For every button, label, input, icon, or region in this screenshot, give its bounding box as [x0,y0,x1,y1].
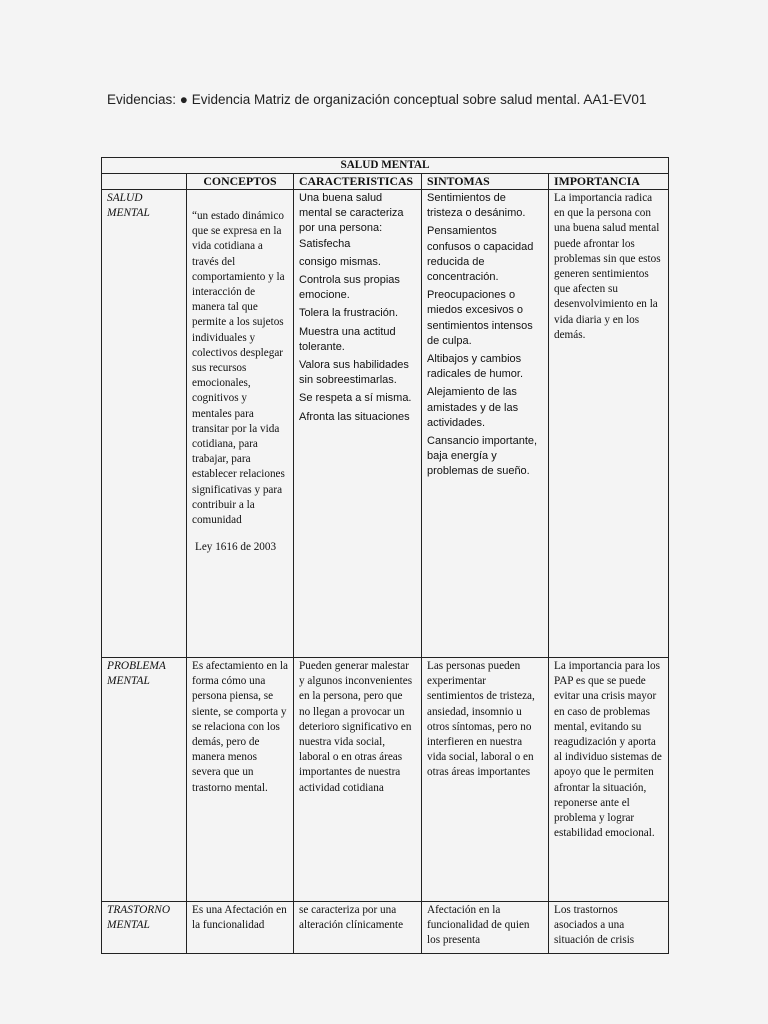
caracteristicas-text: Pueden generar malestar y algunos inconvenientes en la persona, pero que no llegan a provocar un deterioro significativo en nuestra vida social, laboral o en otras áreas importantes de nuestra actividad cotidiana [299,660,413,794]
concepto-reference: Ley 1616 de 2003 [195,541,277,554]
evidence-heading: Evidencias: ● Evidencia Matriz de organización conceptual sobre salud mental. AA1-EV01 [107,92,647,107]
list-item: Valora sus habilidades sin sobreestimarlas. [299,359,409,387]
list-item: Altibajos y cambios radicales de humor. [427,353,523,381]
header-empty-cell [102,174,187,190]
column-header-conceptos: CONCEPTOS [187,174,294,190]
importancia-text: Los trastornos asociados a una situación de crisis [554,904,635,947]
row-label: SALUD MENTAL [102,190,187,658]
cell-importancia [549,190,669,658]
cell-importancia [549,658,669,902]
row-label: TRASTORNO MENTAL [102,902,187,954]
cell-concepto [187,902,294,954]
cell-sintomas [422,902,549,954]
list-item: Una buena salud mental se caracteriza por una persona: Satisfecha [299,192,404,250]
row-label: PROBLEMA MENTAL [102,658,187,902]
sintomas-text: Las personas pueden experimentar sentimientos de tristeza, ansiedad, insomnio u otros síntomas, pero no interfieren en nuestra vida social, laboral o en otras áreas importantes [427,660,535,779]
list-item: Se respeta a sí misma. [299,392,412,405]
cell-caracteristicas [294,658,422,902]
cell-caracteristicas [294,190,422,658]
column-header-caracteristicas: CARACTERISTICAS [294,174,422,190]
list-item: Tolera la frustración. [299,307,399,320]
column-header-sintomas: SINTOMAS [422,174,549,190]
concepto-text: Es una Afectación en la funcionalidad [192,904,287,932]
list-item: Muestra una actitud tolerante. [299,325,396,353]
caracteristicas-text: se caracteriza por una alteración clínicamente [299,904,404,932]
list-item: Cansancio importante, baja energía y problemas de sueño. [427,435,538,478]
list-item: Pensamientos confusos o capacidad reducida de concentración. [427,225,534,284]
cell-sintomas [422,658,549,902]
cell-sintomas [422,190,549,658]
table-title: SALUD MENTAL [102,158,669,174]
list-item: Preocupaciones o miedos excesivos o sentimientos intensos de culpa. [427,289,533,347]
sintomas-text: Afectación en la funcionalidad de quien los presenta [427,904,530,947]
list-item: Alejamiento de las amistades y de las actividades. [427,386,519,429]
list-item: Afronta las situaciones [299,410,410,423]
table-row [102,190,669,658]
table-title-row [102,158,669,174]
cell-importancia [549,902,669,954]
concepto-text: Es afectamiento en la forma cómo una persona piensa, se siente, se comporta y se relaciona con los demás, pero de manera menos severa que un trastorno mental. [192,660,288,794]
concept-matrix-table [101,157,669,954]
list-item: consigo mismas. [299,255,381,268]
table-header-row [102,174,669,190]
cell-concepto [187,190,294,658]
table-row [102,902,669,954]
cell-concepto [187,658,294,902]
importancia-text: La importancia radica en que la persona con una buena salud mental puede afrontar los problemas sin que estos generen sentimientos que afecten su desenvolvimiento en la vida diaria y en los demás. [554,192,661,341]
importancia-text: La importancia para los PAP es que se puede evitar una crisis mayor en caso de problemas mental, evitando su reagudización y aporta al individuo sistemas de apoyo que le permiten afrontar la situación, reponerse ante el problema y lograr estabilidad emocional. [554,660,662,840]
cell-caracteristicas [294,902,422,954]
list-item: Controla sus propias emocione. [299,274,400,302]
concepto-text: “un estado dinámico que se expresa en la vida cotidiana a través del comportamiento y la interacción de manera tal que permite a los sujetos individuales y colectivos desplegar sus recursos emocionales, cognitivos y mentales para transitar por la vida cotidiana, para trabajar, para establecer relaciones significativas y para contribuir a la comunidad [192,210,285,527]
column-header-importancia: IMPORTANCIA [549,174,669,190]
table-row [102,658,669,902]
list-item: Sentimientos de tristeza o desánimo. [427,192,526,220]
